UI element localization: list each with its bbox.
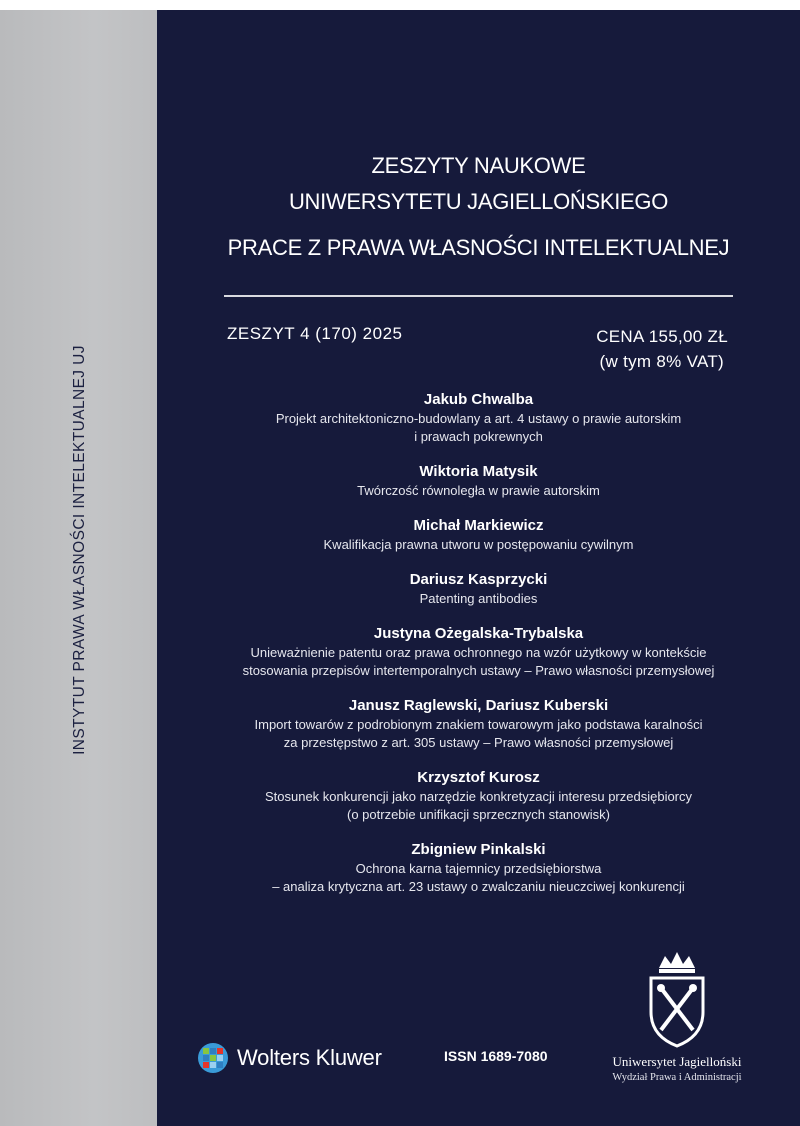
article-entry <box>157 570 800 608</box>
article-entry <box>157 768 800 824</box>
university-logo <box>577 950 777 1083</box>
journal-title-line1: ZESZYTY NAUKOWE <box>371 153 586 178</box>
article-title-line: Import towarów z podrobionym znakiem towarowym jako podstawa karalności <box>254 717 703 732</box>
article-author: Wiktoria Matysik <box>419 463 538 480</box>
article-author: Michał Markiewicz <box>413 517 544 534</box>
article-author: Krzysztof Kurosz <box>417 769 540 786</box>
journal-title <box>157 148 800 266</box>
title-divider <box>224 295 733 297</box>
faculty-name: Wydział Prawa i Administracji <box>612 1072 742 1083</box>
price-block <box>596 324 728 374</box>
spine-title: INSTYTUT PRAWA WŁASNOŚCI INTELEKTUALNEJ UJ <box>71 345 88 755</box>
article-entry <box>157 624 800 680</box>
article-title-line: – analiza krytyczna art. 23 ustawy o zwalczaniu nieuczciwej konkurencji <box>272 879 685 894</box>
article-title-line: (o potrzebie unifikacji sprzecznych stanowisk) <box>347 807 610 822</box>
article-entry <box>157 516 800 554</box>
article-entry <box>157 390 800 446</box>
uj-crest-icon <box>637 950 717 1050</box>
article-author: Dariusz Kasprzycki <box>409 571 548 588</box>
article-title-line: za przestępstwo z art. 305 ustawy – Prawo własności przemysłowej <box>283 735 674 750</box>
publisher-name: Wolters Kluwer <box>237 1045 382 1070</box>
article-title-line: Unieważnienie patentu oraz prawa ochronnego na wzór użytkowy w kontekście <box>250 645 707 660</box>
article-author: Janusz Raglewski, Dariusz Kuberski <box>348 697 609 714</box>
journal-title-line2: UNIWERSYTETU JAGIELLOŃSKIEGO <box>288 189 669 214</box>
vat-note: (w tym 8% VAT) <box>599 352 724 371</box>
issue-number: ZESZYT 4 (170) 2025 <box>227 324 403 343</box>
article-entry <box>157 462 800 500</box>
spine <box>0 10 157 1126</box>
article-title-line: Kwalifikacja prawna utworu w postępowaniu cywilnym <box>323 537 634 552</box>
journal-series-title: PRACE Z PRAWA WŁASNOŚCI INTELEKTUALNEJ <box>227 235 730 260</box>
article-title-line: Ochrona karna tajemnicy przedsiębiorstwa <box>355 861 602 876</box>
issn: ISSN 1689-7080 <box>444 1048 548 1064</box>
wolters-kluwer-logo-icon <box>197 1042 229 1074</box>
article-entry <box>157 840 800 896</box>
article-author: Jakub Chwalba <box>423 391 534 408</box>
article-author: Justyna Ożegalska-Trybalska <box>373 625 584 642</box>
article-title-line: Patenting antibodies <box>419 591 538 606</box>
article-title-line: stosowania przepisów intertemporalnych ustawy – Prawo własności przemysłowej <box>242 663 715 678</box>
publisher-logo <box>197 1038 382 1078</box>
article-title-line: Twórczość równoległa w prawie autorskim <box>357 483 600 498</box>
front-cover <box>157 10 800 1126</box>
article-title-line: Stosunek konkurencji jako narzędzie konkretyzacji interesu przedsiębiorcy <box>264 789 693 804</box>
table-of-contents <box>157 390 800 896</box>
price: CENA 155,00 ZŁ <box>596 327 728 346</box>
article-entry <box>157 696 800 752</box>
article-title-line: i prawach pokrewnych <box>414 429 543 444</box>
article-author: Zbigniew Pinkalski <box>411 841 546 858</box>
university-name: Uniwersytet Jagielloński <box>612 1054 742 1069</box>
article-title-line: Projekt architektoniczno-budowlany a art. 4 ustawy o prawie autorskim <box>275 411 682 426</box>
